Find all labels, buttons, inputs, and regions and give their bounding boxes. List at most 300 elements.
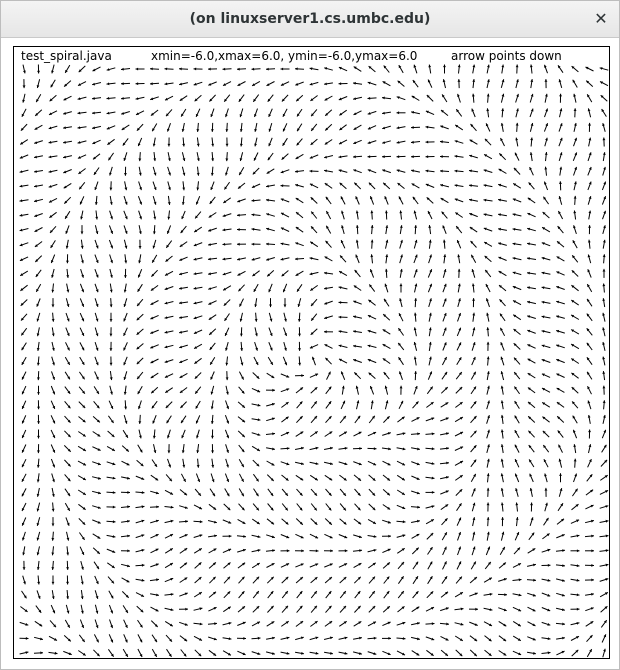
field-arrow	[165, 506, 174, 509]
field-arrow	[253, 168, 259, 174]
field-arrow	[124, 225, 128, 233]
field-arrow	[211, 474, 214, 483]
field-arrow	[124, 620, 128, 628]
field-arrow	[20, 637, 29, 640]
field-arrow	[109, 591, 113, 599]
field-arrow	[197, 459, 200, 468]
field-arrow	[355, 416, 360, 423]
field-arrow	[487, 342, 490, 351]
field-arrow	[35, 621, 42, 626]
field-arrow	[499, 153, 505, 159]
field-arrow	[527, 242, 536, 245]
field-arrow	[371, 400, 374, 409]
field-arrow	[224, 577, 230, 584]
field-arrow	[542, 637, 551, 640]
field-arrow	[603, 211, 607, 219]
field-arrow	[326, 387, 332, 394]
field-arrow	[556, 359, 564, 363]
field-arrow	[21, 300, 28, 306]
field-arrow	[51, 240, 56, 248]
field-arrow	[574, 167, 578, 176]
field-arrow	[514, 329, 521, 335]
field-arrow	[573, 94, 576, 103]
field-arrow	[428, 562, 432, 570]
field-arrow	[311, 212, 317, 219]
field-arrow	[51, 445, 55, 453]
field-arrow	[557, 416, 564, 422]
field-arrow	[51, 255, 55, 263]
field-arrow	[137, 372, 143, 379]
field-arrow	[109, 401, 113, 409]
field-arrow	[382, 141, 391, 144]
field-arrow	[310, 563, 318, 567]
field-arrow	[324, 272, 333, 275]
field-arrow	[254, 298, 257, 307]
field-arrow	[122, 578, 130, 582]
field-arrow	[602, 371, 605, 380]
field-arrow	[572, 255, 578, 262]
field-arrow	[310, 475, 318, 480]
field-arrow	[209, 577, 215, 583]
field-arrow	[353, 82, 362, 85]
field-arrow	[442, 212, 448, 219]
field-arrow	[412, 548, 418, 554]
field-arrow	[426, 505, 435, 508]
field-arrow	[252, 535, 261, 538]
field-arrow	[556, 579, 565, 582]
field-arrow	[95, 342, 98, 351]
field-arrow	[51, 561, 54, 570]
field-arrow	[295, 374, 304, 377]
field-arrow	[601, 95, 608, 101]
field-arrow	[224, 182, 229, 189]
field-arrow	[92, 97, 101, 100]
field-arrow	[413, 591, 419, 598]
field-arrow	[324, 316, 333, 319]
field-arrow	[195, 95, 202, 101]
field-arrow	[470, 650, 477, 656]
field-arrow	[310, 374, 318, 378]
field-arrow	[168, 152, 171, 161]
field-arrow	[209, 592, 216, 598]
field-arrow	[22, 430, 26, 438]
field-arrow	[168, 459, 172, 468]
field-arrow	[484, 169, 493, 172]
field-arrow	[153, 196, 156, 205]
field-arrow	[194, 316, 203, 319]
field-arrow	[458, 79, 461, 88]
field-arrow	[78, 651, 85, 656]
field-arrow	[527, 228, 536, 231]
field-arrow	[601, 620, 606, 627]
field-arrow	[92, 447, 100, 451]
field-arrow	[472, 298, 475, 307]
field-arrow	[179, 506, 188, 509]
field-arrow	[357, 400, 360, 409]
field-arrow	[311, 504, 317, 511]
field-arrow	[458, 313, 462, 321]
field-arrow	[571, 636, 579, 640]
field-arrow	[487, 65, 490, 74]
field-arrow	[514, 387, 519, 394]
field-arrow	[368, 345, 377, 348]
field-arrow	[457, 518, 461, 526]
field-arrow	[298, 357, 301, 366]
field-arrow	[574, 108, 577, 117]
field-arrow	[544, 167, 547, 176]
field-arrow	[121, 520, 130, 523]
field-arrow	[369, 416, 375, 423]
field-arrow	[484, 184, 493, 187]
field-arrow	[501, 532, 504, 541]
field-arrow	[296, 621, 303, 626]
field-arrow	[397, 651, 405, 655]
field-arrow	[123, 649, 128, 657]
field-arrow	[501, 459, 504, 468]
field-arrow	[556, 564, 565, 567]
field-arrow	[339, 110, 346, 115]
field-arrow	[196, 196, 200, 204]
field-arrow	[340, 183, 347, 189]
field-arrow	[455, 636, 463, 641]
field-arrow	[440, 476, 449, 479]
field-arrow	[514, 168, 520, 175]
field-arrow	[469, 608, 478, 611]
field-arrow	[571, 593, 580, 596]
field-arrow	[602, 634, 606, 642]
field-arrow	[182, 196, 185, 205]
field-arrow	[426, 432, 435, 435]
field-arrow	[166, 256, 173, 262]
field-arrow	[209, 329, 216, 335]
field-arrow	[368, 155, 377, 158]
field-arrow	[310, 170, 319, 173]
field-arrow	[20, 651, 29, 654]
field-arrow	[153, 211, 156, 220]
field-arrow	[398, 81, 405, 87]
field-arrow	[588, 430, 591, 439]
field-arrow	[310, 447, 319, 450]
field-arrow	[368, 519, 376, 523]
field-arrow	[66, 298, 69, 307]
field-arrow	[153, 138, 156, 147]
field-arrow	[136, 549, 145, 552]
field-arrow	[211, 459, 214, 468]
field-arrow	[23, 79, 26, 88]
field-arrow	[585, 505, 593, 509]
field-arrow	[196, 430, 199, 439]
field-arrow	[165, 331, 174, 334]
field-arrow	[151, 301, 159, 305]
field-arrow	[124, 152, 127, 161]
field-arrow	[499, 651, 507, 656]
field-arrow	[383, 562, 390, 568]
field-arrow	[398, 562, 404, 569]
field-arrow	[443, 284, 447, 292]
field-arrow	[23, 65, 26, 74]
field-arrow	[397, 475, 405, 480]
field-arrow	[64, 81, 71, 87]
field-arrow	[78, 97, 87, 100]
vector-field-plot	[14, 47, 611, 660]
field-arrow	[441, 198, 449, 203]
field-arrow	[179, 593, 187, 597]
field-arrow	[311, 606, 317, 613]
field-arrow	[602, 298, 605, 307]
field-arrow	[516, 123, 519, 132]
field-arrow	[559, 167, 562, 176]
field-arrow	[110, 620, 114, 629]
field-arrow	[252, 184, 260, 188]
field-arrow	[399, 371, 403, 379]
field-arrow	[22, 474, 26, 482]
field-arrow	[326, 211, 330, 219]
field-arrow	[49, 198, 57, 202]
field-arrow	[382, 169, 391, 172]
field-arrow	[311, 197, 318, 203]
title-bar[interactable]	[1, 1, 619, 38]
field-arrow	[180, 490, 187, 496]
field-arrow	[266, 243, 275, 246]
field-arrow	[179, 608, 188, 611]
field-arrow	[124, 284, 127, 293]
field-arrow	[137, 606, 144, 612]
field-arrow	[225, 328, 229, 336]
close-icon[interactable]: ✕	[594, 9, 608, 28]
field-arrow	[411, 111, 420, 114]
field-arrow	[473, 327, 476, 336]
field-arrow	[283, 284, 287, 292]
field-arrow	[530, 65, 533, 74]
field-arrow	[572, 66, 579, 72]
field-arrow	[499, 271, 507, 276]
field-arrow	[426, 622, 435, 625]
field-arrow	[95, 620, 98, 629]
field-arrow	[195, 212, 201, 219]
field-arrow	[411, 141, 420, 144]
field-arrow	[179, 359, 187, 363]
field-arrow	[165, 563, 173, 568]
field-arrow	[237, 622, 245, 626]
field-arrow	[429, 298, 432, 307]
field-arrow	[472, 284, 475, 293]
field-arrow	[428, 372, 432, 380]
field-arrow	[239, 577, 245, 584]
field-arrow	[369, 66, 376, 72]
field-arrow	[79, 387, 85, 394]
field-arrow	[150, 520, 159, 523]
field-arrow	[37, 444, 40, 453]
field-arrow	[426, 184, 434, 188]
field-arrow	[443, 298, 447, 306]
field-arrow	[458, 269, 461, 278]
field-arrow	[341, 401, 345, 409]
field-arrow	[324, 67, 333, 70]
field-arrow	[471, 431, 477, 438]
field-arrow	[95, 196, 98, 205]
field-arrow	[139, 225, 142, 234]
field-arrow	[443, 269, 446, 278]
field-arrow	[500, 138, 504, 146]
field-arrow	[529, 445, 535, 452]
field-arrow	[296, 198, 304, 203]
field-arrow	[223, 607, 230, 612]
field-arrow	[471, 416, 477, 423]
field-arrow	[339, 156, 348, 159]
field-arrow	[498, 257, 506, 261]
field-arrow	[180, 578, 188, 583]
field-arrow	[284, 313, 287, 322]
field-arrow	[426, 462, 435, 465]
field-arrow	[354, 111, 362, 115]
field-arrow	[223, 637, 232, 640]
field-arrow	[603, 167, 606, 176]
field-arrow	[165, 316, 174, 319]
field-arrow	[124, 371, 127, 380]
field-arrow	[122, 446, 129, 452]
field-arrow	[574, 459, 577, 468]
field-arrow	[514, 343, 521, 349]
field-arrow	[354, 577, 360, 583]
field-arrow	[94, 562, 99, 569]
field-arrow	[63, 112, 72, 115]
field-arrow	[136, 505, 145, 508]
field-arrow	[472, 269, 475, 278]
field-arrow	[252, 404, 261, 407]
field-arrow	[426, 141, 435, 144]
field-arrow	[397, 155, 406, 158]
field-arrow	[310, 652, 319, 655]
field-arrow	[281, 652, 290, 655]
field-arrow	[369, 183, 375, 189]
field-arrow	[107, 506, 116, 509]
field-arrow	[514, 358, 520, 365]
field-arrow	[255, 342, 258, 351]
field-arrow	[528, 388, 535, 393]
field-arrow	[79, 635, 84, 642]
field-arrow	[22, 372, 26, 380]
field-arrow	[21, 124, 27, 131]
field-arrow	[370, 254, 373, 263]
field-arrow	[528, 359, 536, 363]
field-arrow	[107, 97, 116, 100]
field-arrow	[165, 82, 174, 85]
field-arrow	[281, 535, 289, 539]
field-arrow	[354, 606, 360, 613]
field-arrow	[429, 357, 432, 366]
field-arrow	[51, 605, 55, 613]
field-arrow	[194, 534, 203, 537]
field-arrow	[80, 298, 84, 306]
field-arrow	[166, 635, 172, 642]
field-arrow	[51, 532, 54, 541]
field-arrow	[559, 152, 562, 161]
field-arrow	[211, 109, 215, 117]
field-arrow	[226, 459, 229, 468]
field-arrow	[107, 462, 116, 465]
field-arrow	[326, 197, 331, 204]
field-arrow	[179, 520, 188, 523]
field-arrow	[22, 357, 26, 365]
field-arrow	[139, 167, 142, 176]
field-arrow	[49, 111, 57, 115]
field-arrow	[353, 359, 362, 363]
field-arrow	[252, 563, 260, 568]
field-arrow	[153, 415, 157, 423]
field-arrow	[138, 284, 143, 292]
field-arrow	[107, 82, 116, 85]
field-arrow	[240, 357, 243, 366]
field-arrow	[80, 211, 83, 220]
field-arrow	[252, 228, 261, 231]
field-arrow	[310, 82, 319, 85]
field-arrow	[282, 504, 288, 511]
field-arrow	[527, 315, 536, 318]
field-arrow	[571, 579, 580, 582]
field-arrow	[254, 489, 259, 497]
field-arrow	[487, 79, 490, 88]
field-arrow	[443, 225, 447, 233]
field-arrow	[139, 182, 142, 191]
field-arrow	[414, 225, 417, 234]
field-arrow	[281, 68, 290, 71]
field-arrow	[600, 578, 609, 581]
field-arrow	[237, 535, 246, 538]
field-arrow	[385, 400, 388, 409]
field-arrow	[399, 357, 404, 365]
field-arrow	[34, 199, 43, 202]
field-arrow	[414, 269, 418, 277]
field-arrow	[153, 225, 156, 234]
field-arrow	[311, 329, 318, 335]
field-arrow	[269, 298, 272, 307]
field-arrow	[325, 344, 333, 348]
field-arrow	[310, 534, 318, 538]
field-arrow	[211, 123, 214, 132]
field-arrow	[382, 520, 391, 523]
field-arrow	[52, 327, 55, 336]
field-arrow	[136, 82, 145, 85]
field-arrow	[573, 444, 576, 453]
field-arrow	[284, 328, 288, 336]
field-arrow	[442, 94, 447, 102]
field-arrow	[385, 269, 388, 278]
field-arrow	[110, 327, 113, 336]
field-arrow	[64, 183, 72, 188]
field-arrow	[399, 313, 403, 321]
field-arrow	[297, 504, 303, 511]
field-arrow	[95, 328, 98, 337]
field-arrow	[400, 240, 403, 249]
field-arrow	[296, 432, 304, 437]
field-arrow	[223, 622, 232, 625]
field-arrow	[427, 387, 432, 394]
field-arrow	[165, 608, 174, 611]
field-arrow	[297, 284, 302, 291]
field-arrow	[165, 520, 174, 523]
field-arrow	[383, 489, 390, 495]
field-arrow	[63, 126, 72, 129]
field-arrow	[295, 563, 303, 567]
field-arrow	[252, 652, 261, 655]
field-arrow	[194, 548, 202, 553]
field-arrow	[268, 153, 273, 160]
field-arrow	[238, 563, 245, 568]
field-arrow	[487, 503, 490, 512]
field-arrow	[324, 156, 333, 159]
field-arrow	[194, 82, 203, 85]
field-arrow	[441, 402, 449, 407]
